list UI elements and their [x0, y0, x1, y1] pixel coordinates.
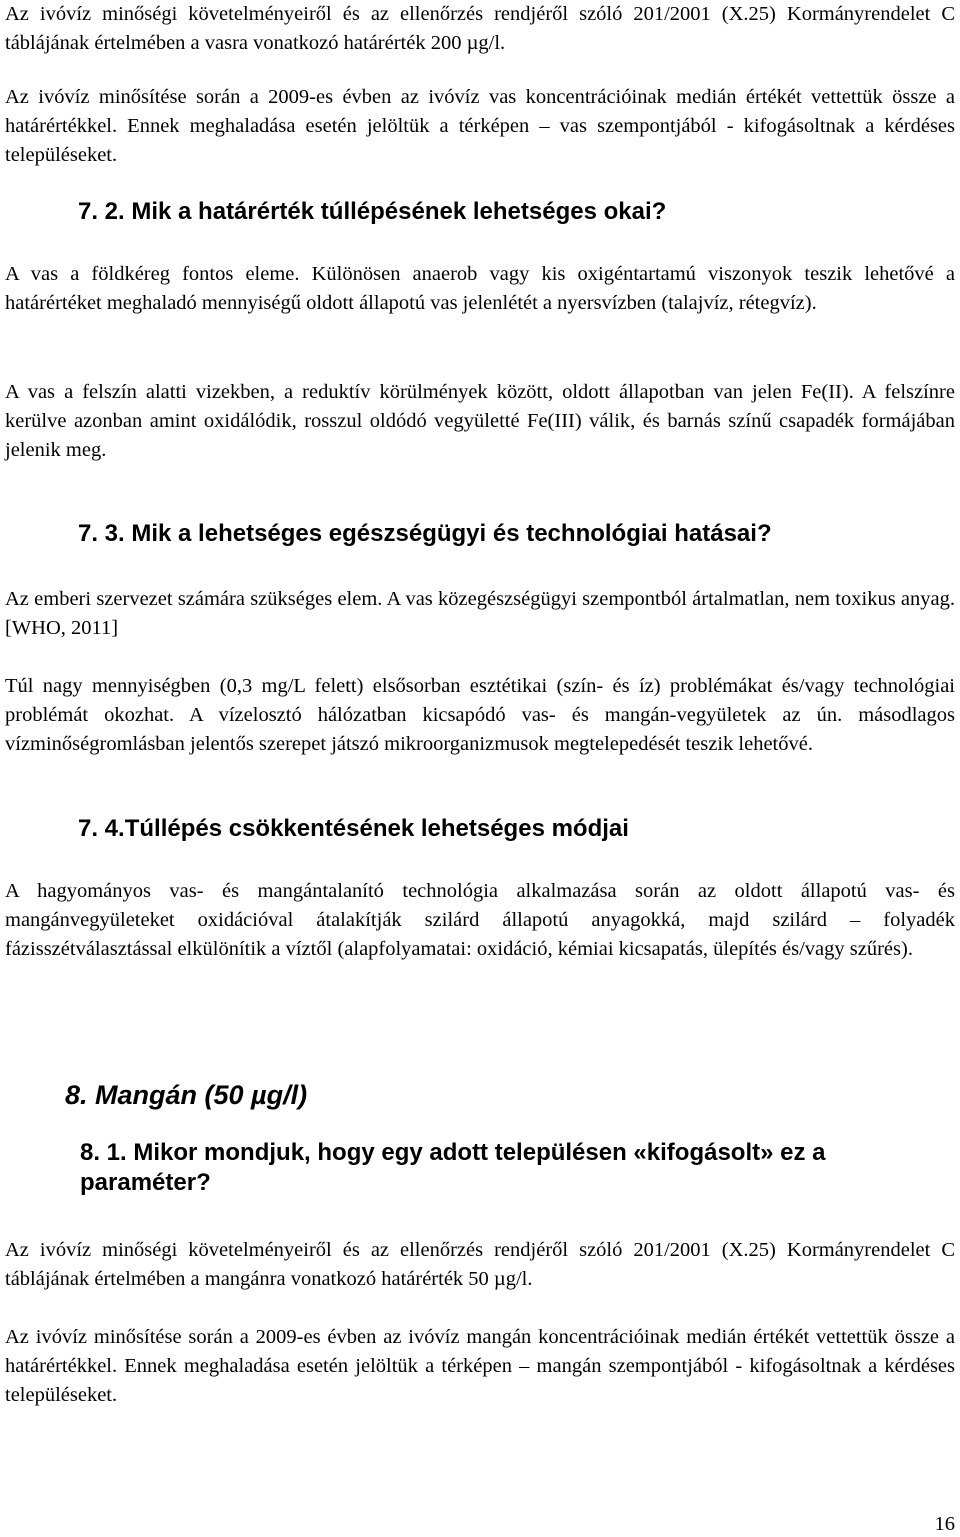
- paragraph-iron-oxidation: A vas a felszín alatti vizekben, a reduktív körülmények között, oldott állapotban van jelen Fe(II). A felszínre kerülve azonban amint oxidálódik, rosszul oldódó vegyületté Fe(III) válik, és barnás színű csapadék formájában jelenik meg.: [5, 381, 955, 461]
- paragraph-iron-origin: A vas a földkéreg fontos eleme. Különösen anaerob vagy kis oxigéntartamú viszonyok teszik lehetővé a határértéket meghaladó mennyiségű oldott állapotú vas jelenlétét a nyersvízben (talajvíz, rétegvíz).: [5, 263, 955, 314]
- page-number: 16: [934, 1513, 955, 1535]
- heading-8-manganese: 8. Mangán (50 µg/l): [65, 1080, 308, 1110]
- paragraph-manganese-qualification: Az ivóvíz minősítése során a 2009-es évben az ivóvíz mangán koncentrációinak medián értékét vettettük össze a határértékkel. Ennek meghaladása esetén jelöltük a térképen – mangán szempontjából - kifogásoltnak a kérdéses településeket.: [5, 1326, 955, 1406]
- heading-7-3: 7. 3. Mik a lehetséges egészségügyi és technológiai hatásai?: [78, 520, 772, 547]
- document-page: [5, 0, 955, 1537]
- paragraph-iron-qualification: Az ivóvíz minősítése során a 2009-es évben az ivóvíz vas koncentrációinak medián értékét vettettük össze a határértékkel. Ennek meghaladása esetén jelöltük a térképen – vas szempontjából - kifogásoltnak a kérdéses településeket.: [5, 86, 955, 166]
- paragraph-iron-removal: A hagyományos vas- és mangántalanító technológia alkalmazása során az oldott állapotú vas- és mangánvegyületeket oxidációval átalakítják szilárd állapotú anyagokká, majd szilárd – folyadék fázisszétválasztással elkülönítik a víztől (alapfolyamatai: oxidáció, kémiai kicsapatás, ülepítés és/vagy szűrés).: [5, 880, 955, 960]
- heading-7-2: 7. 2. Mik a határérték túllépésének lehetséges okai?: [78, 198, 667, 225]
- paragraph-iron-limit: Az ivóvíz minőségi követelményeiről és az ellenőrzés rendjéről szóló 201/2001 (X.25) Kormányrendelet C táblájának értelmében a vasra vonatkozó határérték 200 µg/l.: [5, 3, 955, 54]
- heading-8-1: 8. 1. Mikor mondjuk, hogy egy adott településen «kifogásolt» ez a paraméter?: [80, 1139, 826, 1196]
- heading-7-4: 7. 4.Túllépés csökkentésének lehetséges módjai: [78, 815, 629, 842]
- paragraph-iron-technology: Túl nagy mennyiségben (0,3 mg/L felett) elsősorban esztétikai (szín- és íz) problémákat és/vagy technológiai problémát okozhat. A vízelosztó hálózatban kicsapódó vas- és mangán-vegyületek az ún. másodlagos vízminőségromlásban jelentős szerepet játszó mikroorganizmusok megtelepedését teszik lehetővé.: [5, 675, 955, 755]
- paragraph-iron-health: Az emberi szervezet számára szükséges elem. A vas közegészségügyi szempontból ártalmatlan, nem toxikus anyag. [WHO, 2011]: [5, 588, 955, 639]
- paragraph-manganese-limit: Az ivóvíz minőségi követelményeiről és az ellenőrzés rendjéről szóló 201/2001 (X.25) Kormányrendelet C táblájának értelmében a mangánra vonatkozó határérték 50 µg/l.: [5, 1239, 955, 1290]
